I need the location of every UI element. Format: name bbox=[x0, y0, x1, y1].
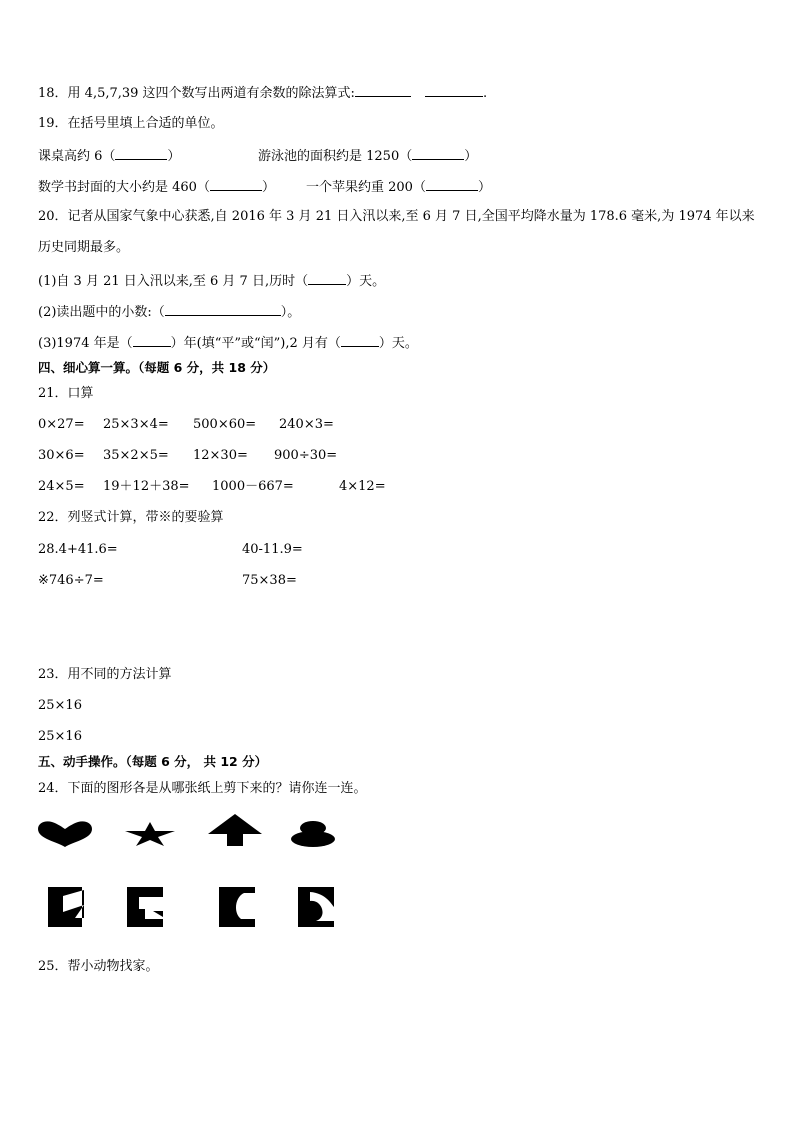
q19-item-2-blank[interactable] bbox=[412, 146, 464, 160]
q21-cell: 12×30= bbox=[193, 448, 248, 463]
q21-cell: 24×5= bbox=[38, 479, 85, 494]
q23-item: 25×16 bbox=[38, 698, 82, 713]
q19-item-1-pre: 课桌高约 6（ bbox=[38, 149, 116, 164]
heart-shape-icon[interactable] bbox=[36, 820, 94, 848]
q21-cell: 0×27= bbox=[38, 417, 85, 432]
q21-cell: 25×3×4= bbox=[103, 417, 169, 432]
q20-part-3-b: ）年(填“平”或“闰”),2 月有（ bbox=[170, 336, 341, 351]
q20-part-2-pre: (2)读出题中的小数:（ bbox=[38, 305, 165, 320]
paper-4-icon[interactable] bbox=[298, 887, 334, 927]
q19-title: 19．在括号里填上合适的单位。 bbox=[38, 116, 224, 131]
q20-part-1-pre: (1)自 3 月 21 日入汛以来,至 6 月 7 日,历时（ bbox=[38, 274, 309, 289]
q20-line-2: 历史同期最多。 bbox=[38, 240, 130, 255]
q20-part-2-post: ）。 bbox=[280, 305, 301, 320]
arrow-shape-icon[interactable] bbox=[207, 814, 263, 846]
q23-title: 23．用不同的方法计算 bbox=[38, 667, 172, 682]
paper-3-icon[interactable] bbox=[219, 887, 255, 927]
q19-item-3 bbox=[38, 177, 275, 197]
q21-cell: 35×2×5= bbox=[103, 448, 169, 463]
q22-title: 22．列竖式计算，带※的要验算 bbox=[38, 510, 224, 525]
q20-part-1-blank[interactable] bbox=[308, 271, 346, 285]
paper-1-icon[interactable] bbox=[48, 887, 84, 927]
q19-item-1 bbox=[38, 146, 180, 166]
q19-item-3-post: ） bbox=[261, 180, 275, 195]
q22-item: 40-11.9= bbox=[242, 542, 303, 557]
q18-blank-1[interactable] bbox=[355, 83, 411, 97]
q21-cell: 19＋12＋38= bbox=[103, 479, 190, 494]
q19-item-2 bbox=[258, 146, 477, 166]
q18-blank-2[interactable] bbox=[425, 83, 483, 97]
q18-text: 18．用 4,5,7,39 这四个数写出两道有余数的除法算式: bbox=[38, 86, 355, 101]
q21-cell: 1000－667= bbox=[212, 479, 294, 494]
section-4-heading: 四、细心算一算。（每题 6 分，共 18 分） bbox=[38, 360, 276, 375]
q20-line-1: 20．记者从国家气象中心获悉,自 2016 年 3 月 21 日入汛以来,至 6 月 7 日,全国平均降水量为 178.6 毫米,为 1974 年以来 bbox=[38, 209, 755, 224]
q21-cell: 30×6= bbox=[38, 448, 85, 463]
q23-item: 25×16 bbox=[38, 729, 82, 744]
q20-part-1 bbox=[38, 271, 385, 291]
q20-part-3-blank-1[interactable] bbox=[133, 333, 171, 347]
q18-line bbox=[38, 83, 487, 103]
q22-item: 28.4+41.6= bbox=[38, 542, 118, 557]
q20-part-2 bbox=[38, 302, 300, 322]
section-5-heading: 五、动手操作。（每题 6 分， 共 12 分） bbox=[38, 754, 268, 769]
paper-2-icon[interactable] bbox=[127, 887, 163, 927]
q19-item-2-post: ） bbox=[464, 149, 478, 164]
snowman-shape-icon[interactable] bbox=[290, 821, 336, 847]
q19-item-2-pre: 游泳池的面积约是 1250（ bbox=[258, 149, 413, 164]
q21-cell: 4×12= bbox=[339, 479, 386, 494]
q20-part-3 bbox=[38, 333, 418, 353]
q19-item-4-pre: 一个苹果约重 200（ bbox=[306, 180, 426, 195]
q19-item-4 bbox=[306, 177, 491, 197]
q22-item: 75×38= bbox=[242, 573, 297, 588]
q19-item-3-pre: 数学书封面的大小约是 460（ bbox=[38, 180, 210, 195]
q20-part-3-c: ）天。 bbox=[378, 336, 418, 351]
q20-part-2-blank[interactable] bbox=[165, 302, 281, 316]
q22-item: ※746÷7= bbox=[38, 573, 104, 588]
star-shape-icon[interactable] bbox=[124, 822, 176, 846]
q19-item-4-blank[interactable] bbox=[426, 177, 478, 191]
q19-item-4-post: ） bbox=[477, 180, 491, 195]
q21-cell: 240×3= bbox=[279, 417, 334, 432]
q19-item-1-post: ） bbox=[167, 149, 181, 164]
q19-item-3-blank[interactable] bbox=[210, 177, 262, 191]
q21-title: 21．口算 bbox=[38, 386, 94, 401]
q18-end: . bbox=[482, 86, 488, 101]
q20-part-1-post: ）天。 bbox=[346, 274, 386, 289]
q25-title: 25．帮小动物找家。 bbox=[38, 959, 159, 974]
q21-cell: 500×60= bbox=[193, 417, 257, 432]
q20-part-3-a: (3)1974 年是（ bbox=[38, 336, 133, 351]
q20-part-3-blank-2[interactable] bbox=[341, 333, 379, 347]
q21-cell: 900÷30= bbox=[274, 448, 338, 463]
q24-title: 24．下面的图形各是从哪张纸上剪下来的？请你连一连。 bbox=[38, 781, 367, 796]
q19-item-1-blank[interactable] bbox=[115, 146, 167, 160]
